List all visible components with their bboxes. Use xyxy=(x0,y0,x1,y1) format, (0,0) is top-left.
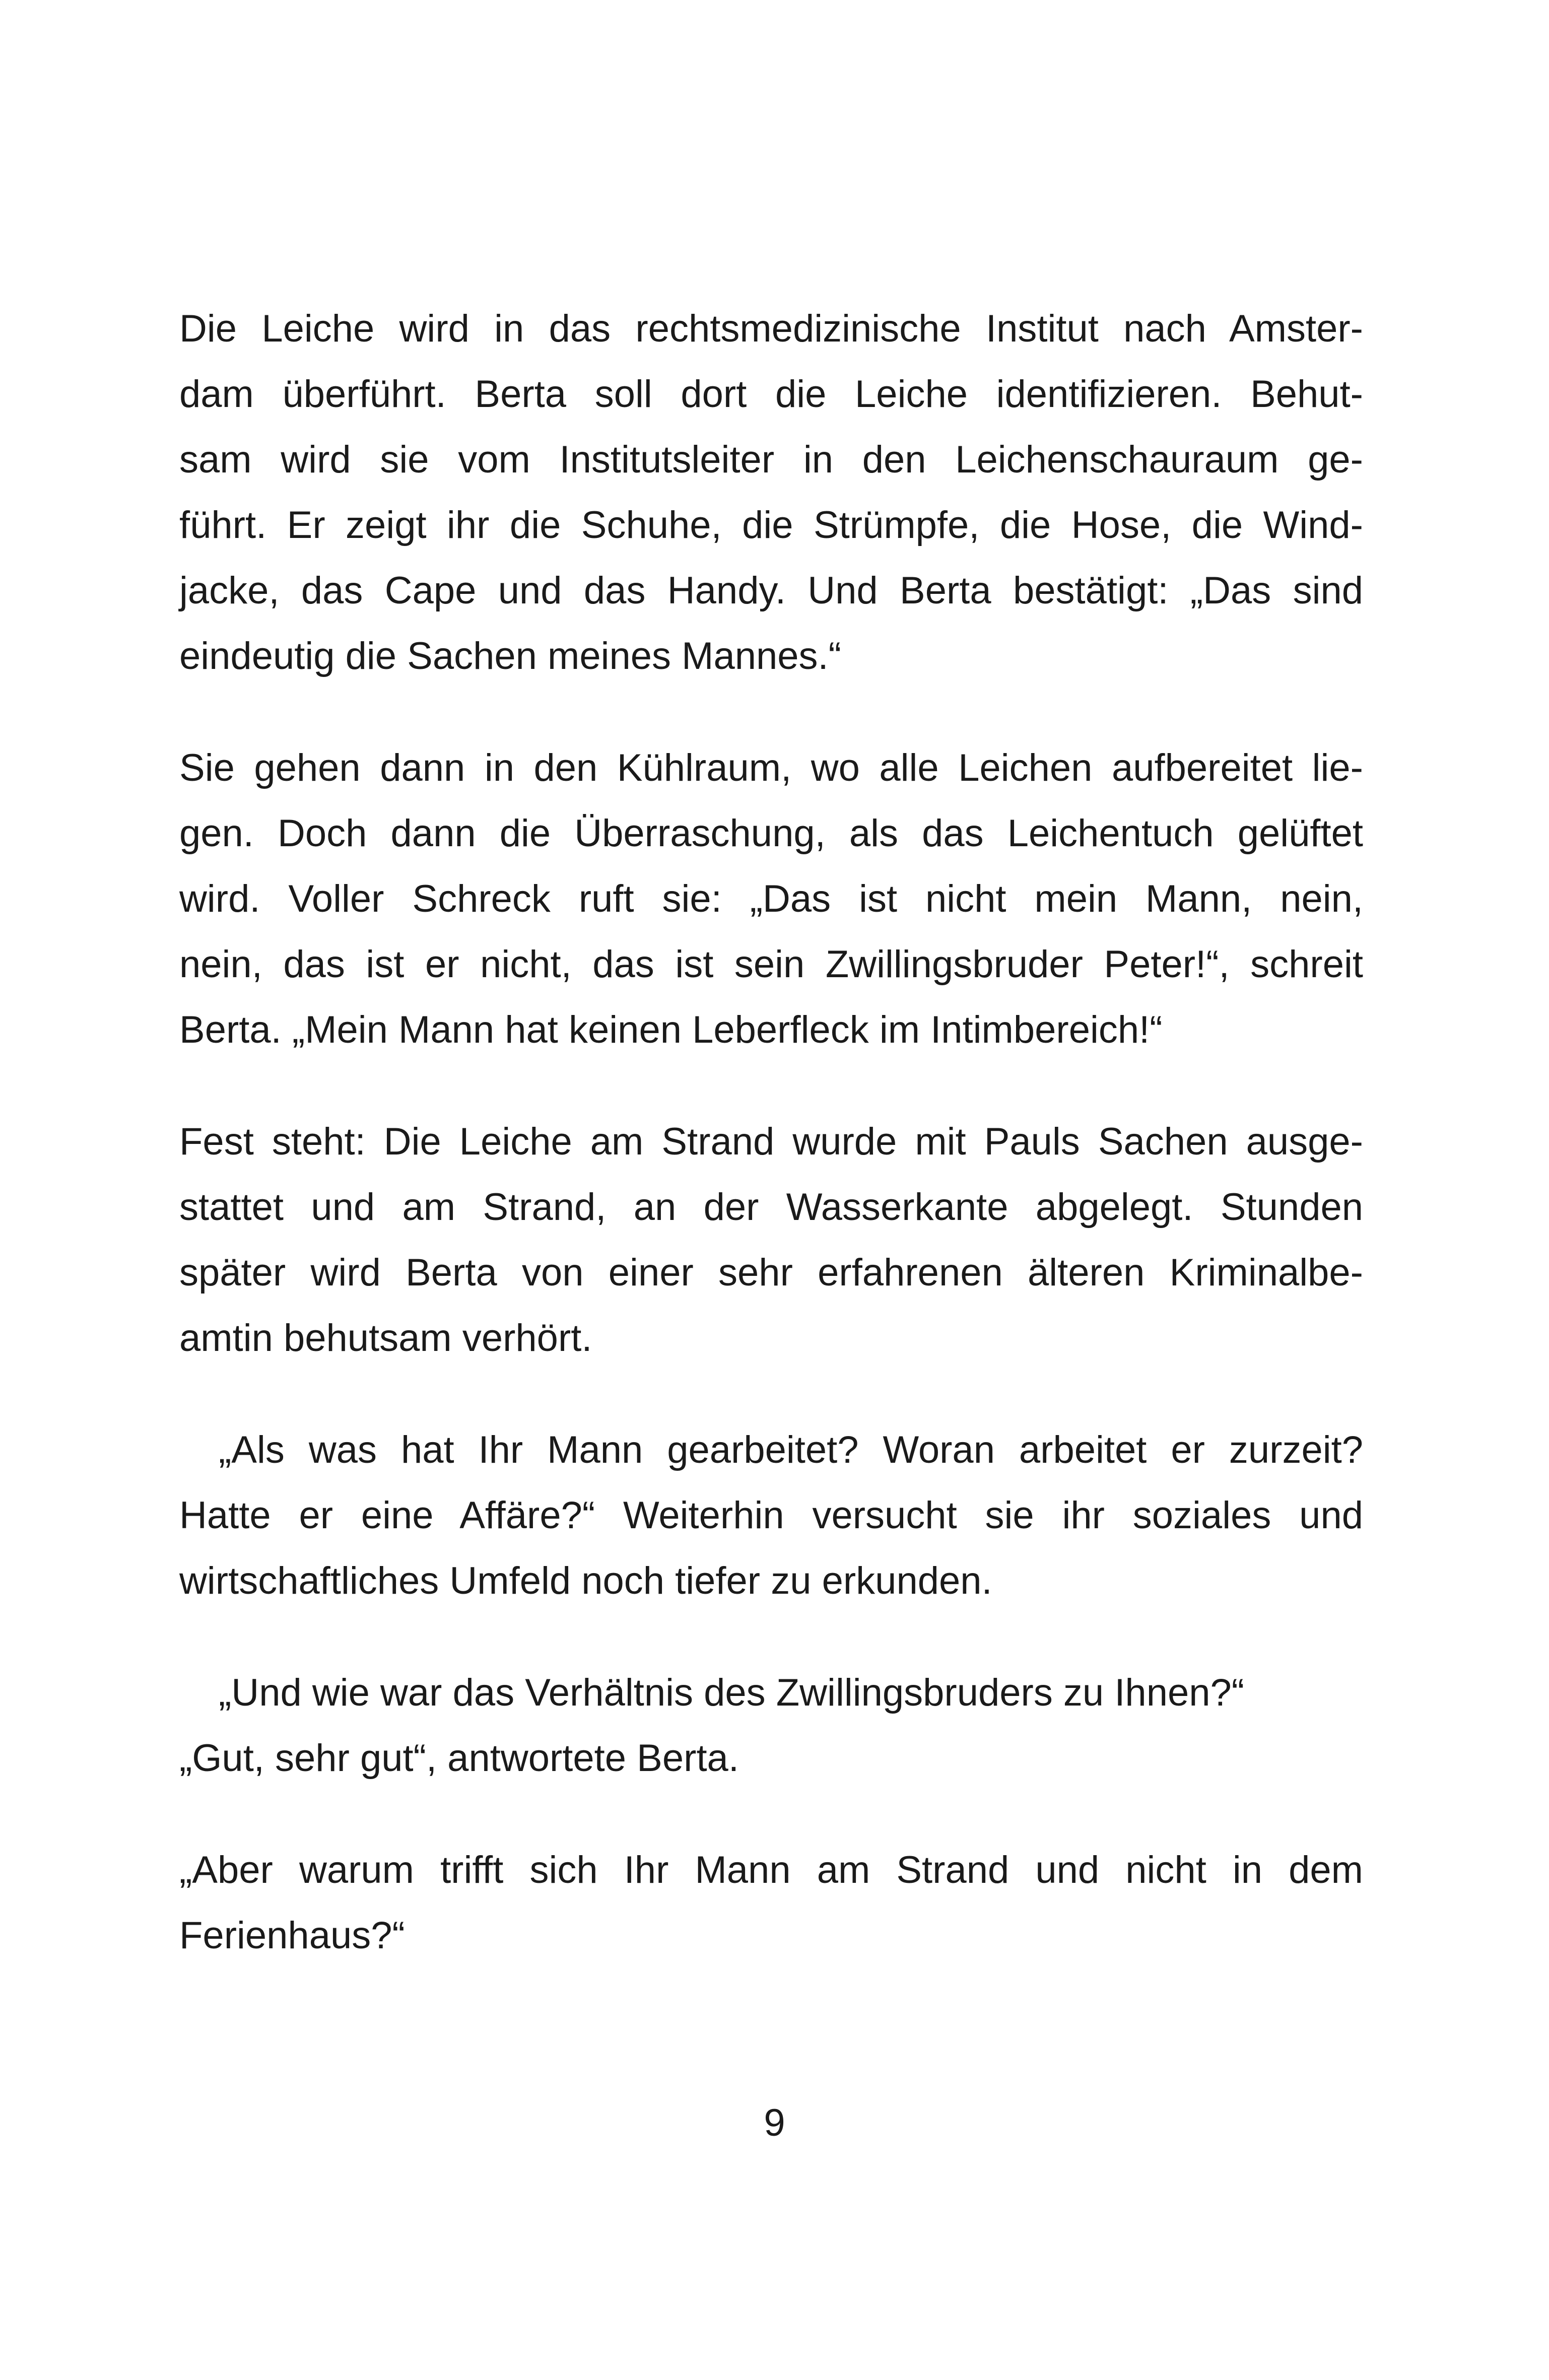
text-line: jacke, das Cape und das Handy. Und Berta bestätigt: „Das sind xyxy=(179,569,1363,612)
text-line: Berta. „Mein Mann hat keinen Leberfleck im Intimbereich!“ xyxy=(179,1008,1163,1051)
paragraph-2 xyxy=(179,735,1363,1063)
paragraph-5 xyxy=(179,1660,1363,1791)
paragraph-4 xyxy=(179,1417,1363,1614)
text-line: Sie gehen dann in den Kühlraum, wo alle Leichen aufbereitet lie- xyxy=(179,746,1363,789)
paragraph-1 xyxy=(179,296,1363,689)
text-line: „Aber warum trifft sich Ihr Mann am Strand und nicht in dem xyxy=(179,1849,1363,1891)
paragraph-gap xyxy=(179,1791,1363,1838)
text-line: „Als was hat Ihr Mann gearbeitet? Woran arbeitet er zurzeit? xyxy=(219,1429,1363,1471)
text-line: „Und wie war das Verhältnis des Zwillingsbruders zu Ihnen?“ xyxy=(219,1671,1245,1714)
paragraph-gap xyxy=(179,1371,1363,1417)
body-text xyxy=(179,296,1363,1968)
text-line: gen. Doch dann die Überraschung, als das Leichentuch gelüftet xyxy=(179,812,1363,855)
text-line: führt. Er zeigt ihr die Schuhe, die Strümpfe, die Hose, die Wind- xyxy=(179,504,1363,547)
text-line: sam wird sie vom Institutsleiter in den Leichenschauraum ge- xyxy=(179,438,1363,481)
text-line: stattet und am Strand, an der Wasserkante abgelegt. Stunden xyxy=(179,1186,1363,1229)
paragraph-6 xyxy=(179,1838,1363,1968)
text-line: dam überführt. Berta soll dort die Leiche identifizieren. Behut- xyxy=(179,373,1363,416)
text-line: amtin behutsam verhört. xyxy=(179,1317,592,1359)
text-line: später wird Berta von einer sehr erfahrenen älteren Kriminalbe- xyxy=(179,1251,1363,1294)
text-line: Die Leiche wird in das rechtsmedizinische Institut nach Amster- xyxy=(179,307,1363,350)
paragraph-gap xyxy=(179,1614,1363,1660)
text-line: nein, das ist er nicht, das ist sein Zwillingsbruder Peter!“, schreit xyxy=(179,943,1363,986)
text-line: wird. Voller Schreck ruft sie: „Das ist nicht mein Mann, nein, xyxy=(179,877,1363,920)
text-line: „Gut, sehr gut“, antwortete Berta. xyxy=(179,1737,739,1780)
text-line: wirtschaftliches Umfeld noch tiefer zu erkunden. xyxy=(179,1559,992,1602)
text-line: Hatte er eine Affäre?“ Weiterhin versucht sie ihr soziales und xyxy=(179,1494,1363,1537)
text-line: Ferienhaus?“ xyxy=(179,1914,405,1957)
paragraph-gap xyxy=(179,689,1363,735)
text-line: Fest steht: Die Leiche am Strand wurde mit Pauls Sachen ausge- xyxy=(179,1120,1363,1163)
page-number: 9 xyxy=(764,2101,785,2144)
paragraph-3 xyxy=(179,1109,1363,1371)
paragraph-gap xyxy=(179,1063,1363,1109)
text-line: eindeutig die Sachen meines Mannes.“ xyxy=(179,635,841,677)
